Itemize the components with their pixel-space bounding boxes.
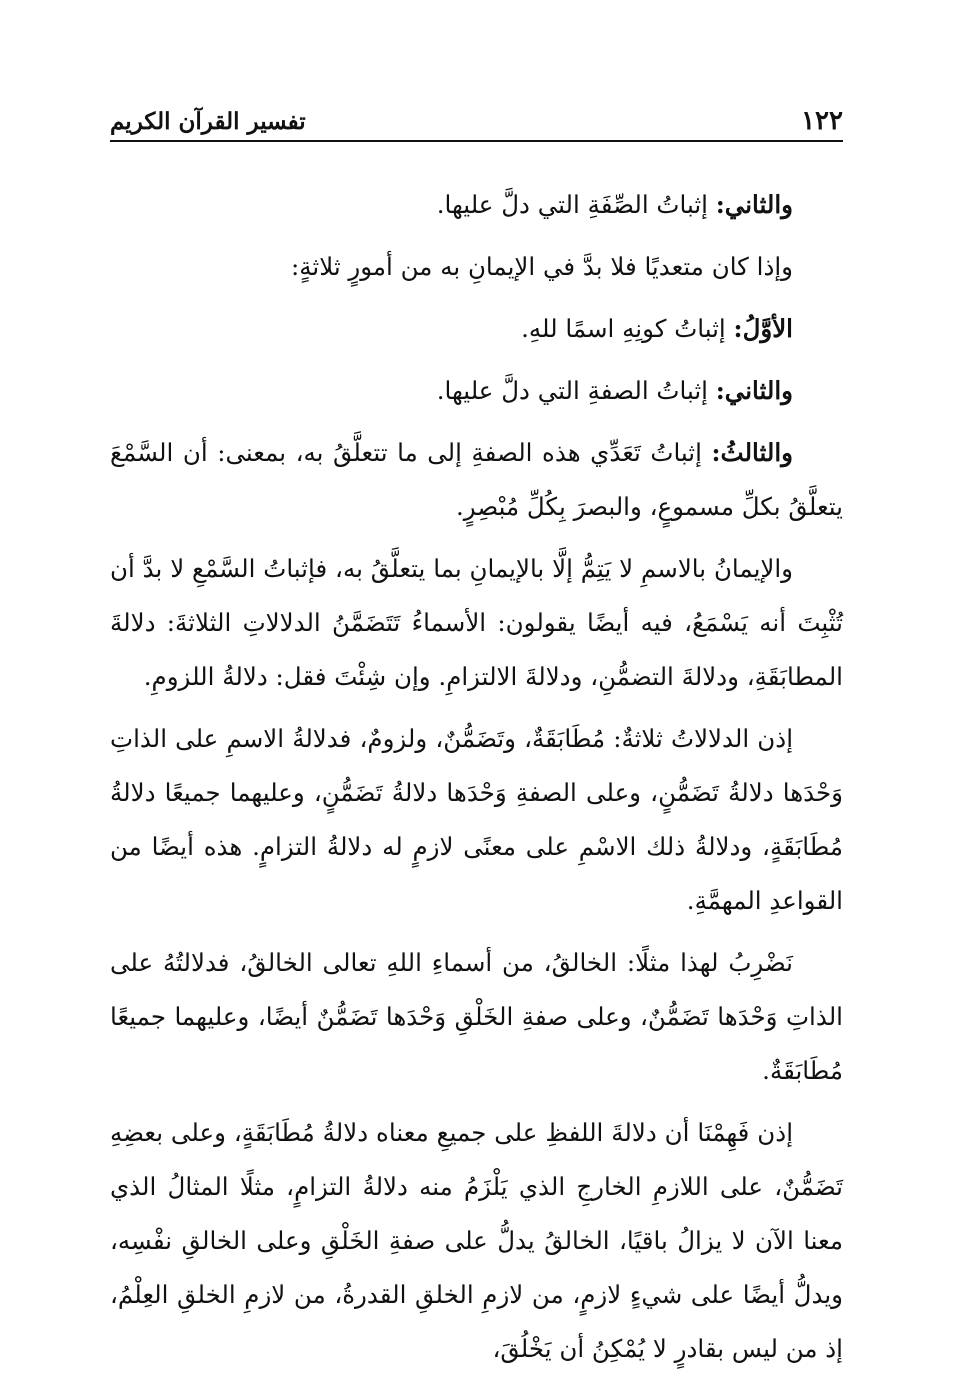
paragraph [110,936,843,1098]
paragraph [110,364,843,418]
paragraph-text: وإذا كان متعديًا فلا بدَّ في الإيمانِ به من أمورٍ ثلاثةٍ: [291,252,793,281]
paragraph-text: إثباتُ كونِهِ اسمًا للهِ. [521,314,734,343]
paragraph-text: إذن فَهِمْنَا أن دلالةَ اللفظِ على جميعِ معناه دلالةُ مُطَابَقَةٍ، وعلى بعضِهِ تَضَمُّنٌ، على اللازمِ الخارجِ الذي يَلْزَمُ منه دلالةُ التزامٍ، مثلًا المثالُ الذي معنا الآن لا يزالُ باقيًا، الخالقُ يدلُّ على صفةِ الخَلْقِ وعلى الخالقِ نفْسِه، ويدلُّ أيضًا على شيءٍ لازمٍ، من لازمِ الخلقِ القدرةُ، من لازمِ الخلقِ العِلْمُ، إذ من ليس بقادرٍ لا يُمْكِنُ أن يَخْلُقَ، [110,1118,843,1363]
paragraph [110,542,843,704]
paragraph-text: إثباتُ الصفةِ التي دلَّ عليها. [436,376,716,405]
paragraph [110,712,843,928]
paragraph-lead: والثاني: [715,190,793,219]
paragraph-lead: الأوَّلُ: [733,314,793,343]
paragraph-text: إذن الدلالاتُ ثلاثةٌ: مُطَابَقَةٌ، وتَضَمُّنٌ، ولزومٌ، فدلالةُ الاسمِ على الذاتِ وَحْدَها دلالةُ تَضَمُّنٍ، وعلى الصفةِ وَحْدَها دلالةُ تَضَمُّنٍ، وعليهما جميعًا دلالةُ مُطَابَقَةٍ، ودلالةُ ذلك الاسْمِ على معنًى لازمٍ له دلالةُ التزامٍ. هذه أيضًا من القواعدِ المهمَّةِ. [110,724,843,915]
paragraph-lead: والثاني: [715,376,793,405]
paragraph-lead: والثالثُ: [711,438,793,467]
page-number: ١٢٢ [801,106,843,136]
paragraph [110,302,843,356]
paragraph [110,178,843,232]
body-text [110,178,843,1384]
page-header [110,100,843,142]
paragraph-text: والإيمانُ بالاسمِ لا يَتِمُّ إلَّا بالإيمانِ بما يتعلَّقُ به، فإثباتُ السَّمْعِ لا بدَّ أن تُثْبِتَ أنه يَسْمَعُ، فيه أيضًا يقولون: الأسماءُ تَتَضَمَّنُ الدلالاتِ الثلاثةَ: دلالةَ المطابَقَةِ، ودلالةَ التضمُّنِ، ودلالةَ الالتزامِ. وإن شِئْتَ فقل: دلالةُ اللزومِ. [110,554,843,691]
paragraph [110,240,843,294]
paragraph-text: نَضْرِبُ لهذا مثلًا: الخالقُ، من أسماءِ اللهِ تعالى الخالقُ، فدلالتُهُ على الذاتِ وَحْدَها تَضَمُّنٌ، وعلى صفةِ الخَلْقِ وَحْدَها تَضَمُّنٌ أيضًا، وعليهما جميعًا مُطَابَقَةٌ. [110,948,843,1085]
book-title: تفسير القرآن الكريم [110,108,306,135]
paragraph [110,1106,843,1376]
paragraph [110,426,843,534]
paragraph-text: إثباتُ الصِّفَةِ التي دلَّ عليها. [436,190,716,219]
paragraph-text: إثباتُ تَعَدِّي هذه الصفةِ إلى ما تتعلَّقُ به، بمعنى: أن السَّمْعَ يتعلَّقُ بكلِّ مسموعٍ، والبصرَ بِكُلِّ مُبْصِرٍ. [110,438,843,521]
